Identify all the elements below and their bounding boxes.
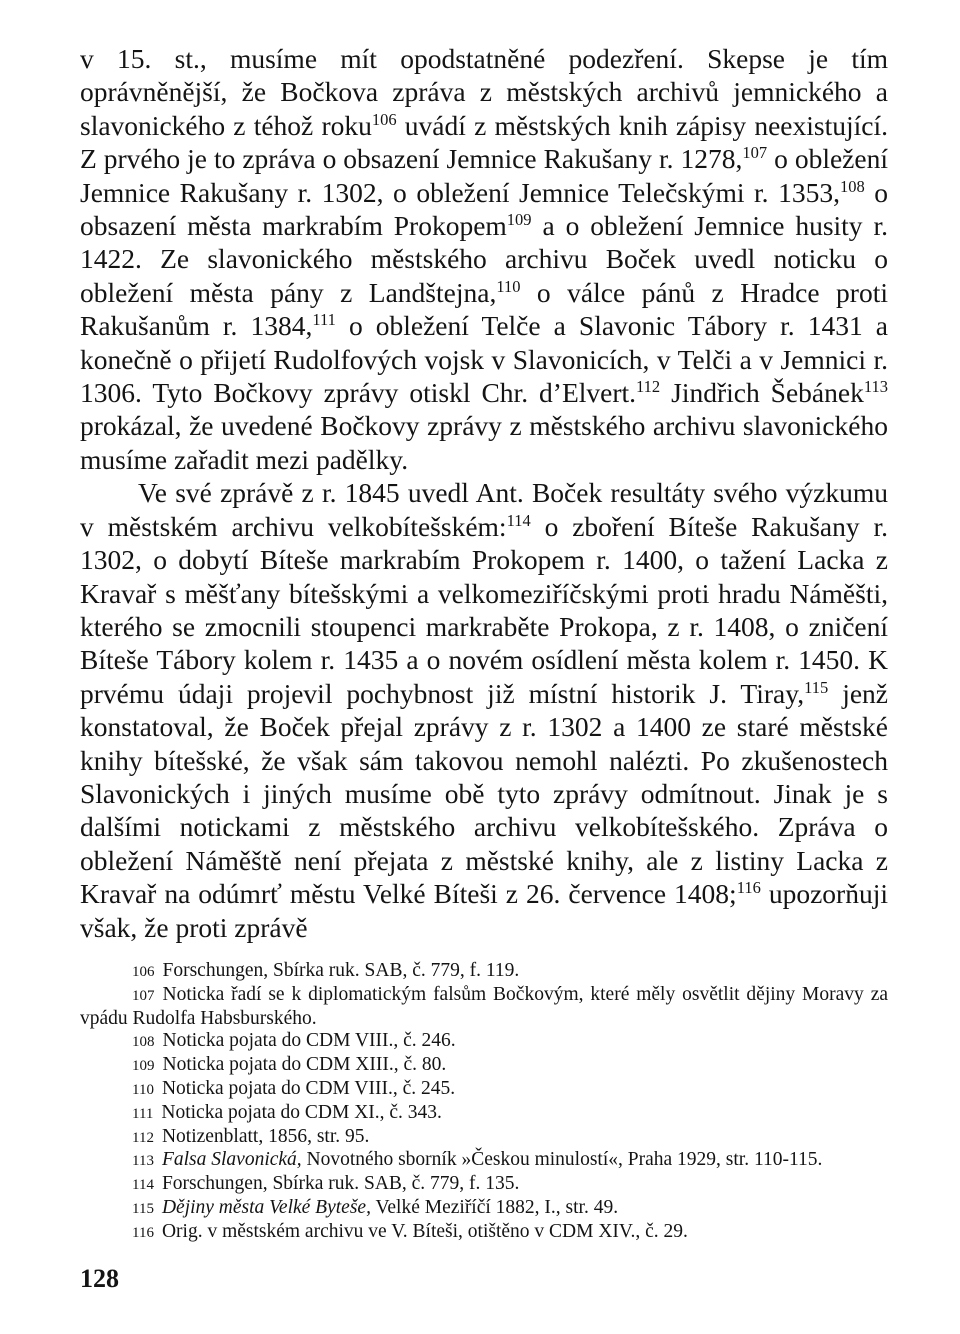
footnote-number: 106 bbox=[132, 964, 155, 980]
text-run: Novotného sborník »Českou minulostí«, Praha 1929, str. 110-115. bbox=[301, 1149, 823, 1171]
footnote-ref: 106 bbox=[371, 109, 397, 129]
text-run: Forschungen, Sbírka ruk. SAB, č. 779, f. 135. bbox=[161, 1173, 520, 1195]
footnote-text bbox=[162, 1221, 688, 1242]
text-run: Noticka pojata do CDM VIII., č. 246. bbox=[162, 1030, 456, 1052]
text-run: uvádí z městských knih zápisy neexistující. Z prvého je to zpráva o obsazení Jemnice Rakušany r. 1278, bbox=[80, 109, 888, 175]
footnote-number: 108 bbox=[132, 1034, 155, 1051]
text-run: o obležení Jemnice Rakušany r. 1302, o obležení Jemnice Telečskými r. 1353, bbox=[80, 143, 888, 208]
text-run: Noticka pojata do CDM XIII., č. 80. bbox=[162, 1054, 447, 1076]
footnote-ref: 111 bbox=[312, 310, 336, 330]
footnote bbox=[80, 960, 888, 984]
footnote-text bbox=[163, 960, 520, 981]
text-run: Velké Meziříčí 1882, I., str. 49. bbox=[370, 1196, 619, 1218]
footnote-text bbox=[162, 1197, 618, 1218]
italic-title: Falsa Slavonická, bbox=[161, 1149, 302, 1171]
footnote-text bbox=[163, 1054, 447, 1075]
text-run: o válce pánů z Hradce proti Rakušanům r. 1384, bbox=[80, 276, 888, 342]
footnote-text bbox=[80, 984, 888, 1029]
footnote-text bbox=[162, 1078, 455, 1099]
text-run: jenž konstatoval, že Boček přejal zprávy z r. 1302 a 1400 ze staré městské knihy bítešské, že však sám takovou nemohl nalézti. Po zkušenostech Slavonických i jiných musíme obě tyto zprávy odmítnout. Jinak je s dalšími notickami z městského archivu velkobítešského. Zpráva o obležení Náměště není přejata z městské knihy, ale z listiny Lacka z Kravař na odúmrť městu Velké Bíteši z 26. července 1408; bbox=[80, 677, 889, 910]
footnote-number: 107 bbox=[132, 987, 155, 1004]
footnote-text bbox=[162, 1149, 822, 1170]
footnote-ref: 112 bbox=[636, 376, 661, 396]
footnote bbox=[80, 1054, 888, 1078]
text-run: Orig. v městském archivu ve V. Bíteši, otištěno v CDM XIV., č. 29. bbox=[161, 1220, 688, 1242]
footnote-number: 116 bbox=[132, 1224, 154, 1241]
italic-title: Dějiny města Velké Byteše, bbox=[161, 1196, 371, 1218]
body-text bbox=[80, 42, 888, 944]
footnote-number: 114 bbox=[132, 1177, 154, 1194]
text-run: prokázal, že uvedené Bočkovy zprávy z městského archivu slavonického musíme zařadit mezi padělky. bbox=[80, 410, 888, 475]
footnote-ref: 109 bbox=[506, 209, 532, 229]
footnote bbox=[80, 1221, 888, 1245]
text-run: Jindřich Šebánek bbox=[660, 377, 864, 409]
page-number: 128 bbox=[80, 1264, 119, 1293]
footnote-number: 115 bbox=[132, 1200, 154, 1217]
footnote bbox=[80, 1149, 888, 1173]
footnote-ref: 108 bbox=[839, 176, 865, 196]
text-run: Ve své zprávě z r. 1845 uvedl Ant. Boček resultáty svého výzkumu v městském archivu velkobítešském: bbox=[80, 477, 888, 542]
text-run: Noticka pojata do CDM VIII., č. 245. bbox=[161, 1077, 456, 1099]
paragraph bbox=[80, 42, 888, 476]
footnote-ref: 110 bbox=[496, 276, 521, 296]
footnote bbox=[80, 1197, 888, 1221]
footnote bbox=[80, 1030, 888, 1054]
footnote-ref: 115 bbox=[804, 677, 829, 697]
footnote bbox=[80, 1126, 888, 1150]
paragraph bbox=[80, 476, 888, 944]
footnote-number: 111 bbox=[132, 1105, 154, 1122]
footnote-number: 112 bbox=[132, 1129, 154, 1146]
text-run: a o obležení Jemnice husity r. 1422. Ze slavonického městského archivu Boček uvedl noticku o obležení města pány z Landštejna, bbox=[80, 210, 888, 308]
footnote-ref: 107 bbox=[742, 143, 768, 163]
footnote bbox=[80, 1173, 888, 1197]
footnote bbox=[80, 1078, 888, 1102]
text-run: Noticka řadí se k diplomatickým falsům Bočkovým, které měly osvětlit dějiny Moravy za vpádu Rudolfa Habsburského. bbox=[80, 983, 888, 1029]
text-run: v 15. st., musíme mít opodstatněné podezření. Skepse je tím oprávněnější, že Bočkova zpráva z městských archivů jemnického a slavonického z téhož roku bbox=[80, 43, 888, 141]
footnote-ref: 116 bbox=[736, 878, 761, 897]
footnote-ref: 114 bbox=[506, 510, 531, 530]
text-run: o obležení Telče a Slavonic Tábory r. 1431 a konečně o přijetí Rudolfových vojsk v Slavonicích, v Telči a v Jemnici r. 1306. Tyto Bočkovy zprávy otiskl Chr. d’Elvert. bbox=[80, 310, 888, 409]
footnotes bbox=[80, 960, 888, 1245]
footnote-number: 110 bbox=[132, 1081, 154, 1098]
footnote bbox=[80, 1102, 888, 1126]
text-run: Notizenblatt, 1856, str. 95. bbox=[161, 1125, 370, 1147]
text-run: Noticka pojata do CDM XI., č. 343. bbox=[161, 1101, 442, 1123]
footnote-text bbox=[161, 1102, 442, 1123]
text-run: upozorňuji však, že proti zprávě bbox=[80, 878, 888, 943]
footnote-number: 113 bbox=[132, 1153, 154, 1170]
text-run: o obsazení města markrabím Prokopem bbox=[80, 176, 888, 242]
text-run: o zboření Bíteše Rakušany r. 1302, o dobytí Bíteše markrabím Prokopem r. 1400, o tažení Lacka z Kravař s měšťany bítešskými a velkomeziříčskými proti hradu Náměšti, kterého se zmocnili stoupenci markraběte Prokopa, z r. 1408, o zničení Bíteše Tábory kolem r. 1435 a o novém osídlení města kolem r. 1450. K prvému údaji projevil pochybnost již místní historik J. Tiray, bbox=[80, 510, 889, 709]
footnote-text bbox=[162, 1126, 369, 1147]
footnote-ref: 113 bbox=[863, 376, 888, 396]
text-run: Forschungen, Sbírka ruk. SAB, č. 779, f. 119. bbox=[162, 960, 520, 981]
footnote bbox=[80, 984, 888, 1031]
footnote-number: 109 bbox=[132, 1058, 155, 1075]
footnote-text bbox=[163, 1030, 456, 1051]
footnote-text bbox=[162, 1173, 519, 1194]
